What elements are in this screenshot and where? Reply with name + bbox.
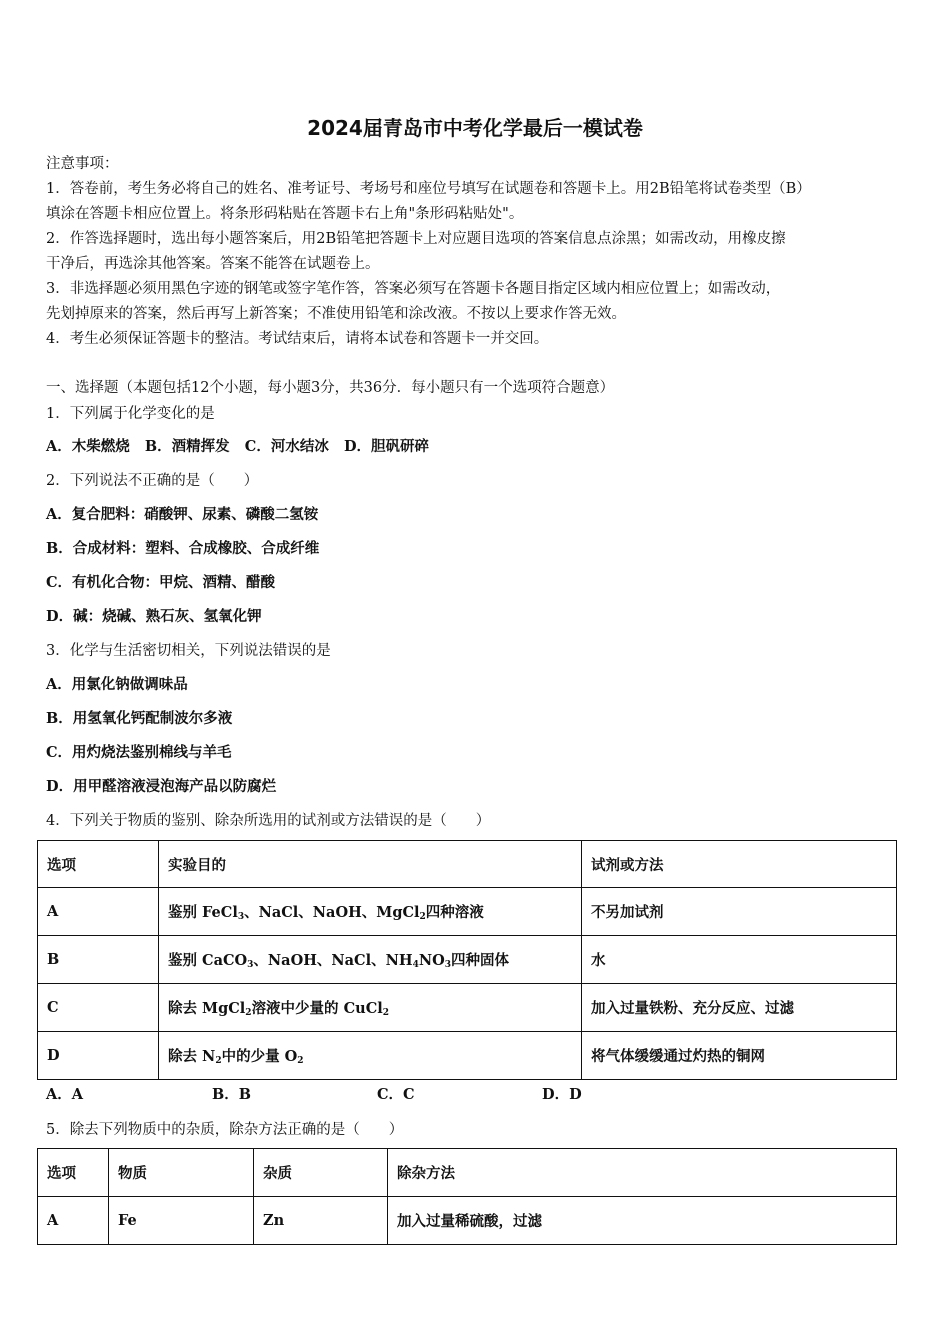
- table-row: [38, 888, 897, 936]
- table-header-cell: 试剂或方法: [582, 841, 897, 888]
- table-cell-option: A: [38, 1197, 109, 1245]
- notice-line: 4．考生必须保证答题卡的整洁。考试结束后，请将本试卷和答题卡一并交回。: [46, 331, 549, 347]
- table-header-row: [38, 841, 897, 888]
- table-cell-goal: 鉴别 CaCO$_3$、NaOH、NaCl、$NH_4NO_3$四种固体: [159, 936, 582, 984]
- table-header-cell: 选项: [38, 841, 159, 888]
- question-4-choice-b: B．B: [212, 1086, 252, 1103]
- table-row: [38, 1032, 897, 1080]
- question-5-stem: 5．除去下列物质中的杂质，除杂方法正确的是（ ）: [46, 1122, 404, 1138]
- question-2-option-a: A．复合肥料：硝酸钾、尿素、磷酸二氢铵: [46, 506, 319, 523]
- page-title: 2024届青岛市中考化学最后一模试卷: [307, 116, 643, 140]
- question-4-table: [37, 840, 897, 1080]
- table-header-cell: 实验目的: [159, 841, 582, 888]
- question-2-option-c: C．有机化合物：甲烷、酒精、醋酸: [46, 574, 276, 591]
- notice-line: 1．答卷前，考生务必将自己的姓名、准考证号、考场号和座位号填写在试题卷和答题卡上。用2B铅笔将试卷类型（B）: [46, 181, 811, 197]
- table-header-cell: 物质: [109, 1149, 254, 1197]
- table-cell-option: C: [38, 984, 159, 1032]
- table-cell-method: 不另加试剂: [582, 888, 897, 936]
- table-row: [38, 1197, 897, 1245]
- notice-line: 2．作答选择题时，选出每小题答案后，用2B铅笔把答题卡上对应题目选项的答案信息点涂黑；如需改动，用橡皮擦: [46, 231, 786, 247]
- notice-line: 填涂在答题卡相应位置上。将条形码粘贴在答题卡右上角"条形码粘贴处"。: [46, 206, 524, 222]
- question-4-stem: 4．下列关于物质的鉴别、除杂所选用的试剂或方法错误的是（ ）: [46, 813, 491, 829]
- table-cell-method: 将气体缓缓通过灼热的铜网: [582, 1032, 897, 1080]
- table-cell-method: 加入过量稀硫酸，过滤: [388, 1197, 897, 1245]
- table-cell-substance: Fe: [109, 1197, 254, 1245]
- question-4-choice-c: C．C: [377, 1086, 415, 1103]
- question-1-options: A．木柴燃烧 B．酒精挥发 C．河水结冰 D．胆矾研碎: [46, 438, 430, 455]
- question-3-option-b: B．用氢氧化钙配制波尔多液: [46, 710, 233, 727]
- notice-line: 干净后，再选涂其他答案。答案不能答在试题卷上。: [46, 256, 380, 272]
- table-cell-method: 加入过量铁粉、充分反应、过滤: [582, 984, 897, 1032]
- table-header-cell: 选项: [38, 1149, 109, 1197]
- question-2-option-b: B．合成材料：塑料、合成橡胶、合成纤维: [46, 540, 320, 557]
- section-heading: 一、选择题（本题包括12个小题，每小题3分，共36分．每小题只有一个选项符合题意）: [46, 380, 615, 396]
- question-3-stem: 3．化学与生活密切相关，下列说法错误的是: [46, 643, 331, 659]
- question-1-stem: 1．下列属于化学变化的是: [46, 406, 215, 422]
- table-cell-goal: 除去 $N_2$中的少量 $O_2$: [159, 1032, 582, 1080]
- notice-line: 3．非选择题必须用黑色字迹的钢笔或签字笔作答，答案必须写在答题卡各题目指定区域内相应位置上；如需改动，: [46, 281, 781, 297]
- table-cell-option: D: [38, 1032, 159, 1080]
- table-cell-method: 水: [582, 936, 897, 984]
- question-5-table: [37, 1148, 897, 1245]
- table-cell-goal: 鉴别 FeCl$_3$、NaCl、NaOH、MgCl$_2$四种溶液: [159, 888, 582, 936]
- question-3-option-d: D．用甲醛溶液浸泡海产品以防腐烂: [46, 778, 277, 795]
- table-header-cell: 除杂方法: [388, 1149, 897, 1197]
- table-row: [38, 984, 897, 1032]
- question-4-choice-a: A．A: [46, 1086, 84, 1103]
- notice-line: 先划掉原来的答案，然后再写上新答案；不准使用铅笔和涂改液。不按以上要求作答无效。: [46, 306, 626, 322]
- table-cell-option: B: [38, 936, 159, 984]
- table-header-cell: 杂质: [254, 1149, 388, 1197]
- question-2-option-d: D．碱：烧碱、熟石灰、氢氧化钾: [46, 608, 262, 625]
- table-cell-goal: 除去 MgCl$_2$溶液中少量的 CuCl$_2$: [159, 984, 582, 1032]
- question-4-choice-d: D．D: [542, 1086, 582, 1103]
- question-3-option-c: C．用灼烧法鉴别棉线与羊毛: [46, 744, 232, 761]
- question-3-option-a: A．用氯化钠做调味品: [46, 676, 188, 693]
- question-2-stem: 2．下列说法不正确的是（ ）: [46, 473, 259, 489]
- notice-heading: 注意事项：: [46, 156, 119, 172]
- table-row: [38, 936, 897, 984]
- table-cell-option: A: [38, 888, 159, 936]
- table-cell-impurity: Zn: [254, 1197, 388, 1245]
- table-header-row: [38, 1149, 897, 1197]
